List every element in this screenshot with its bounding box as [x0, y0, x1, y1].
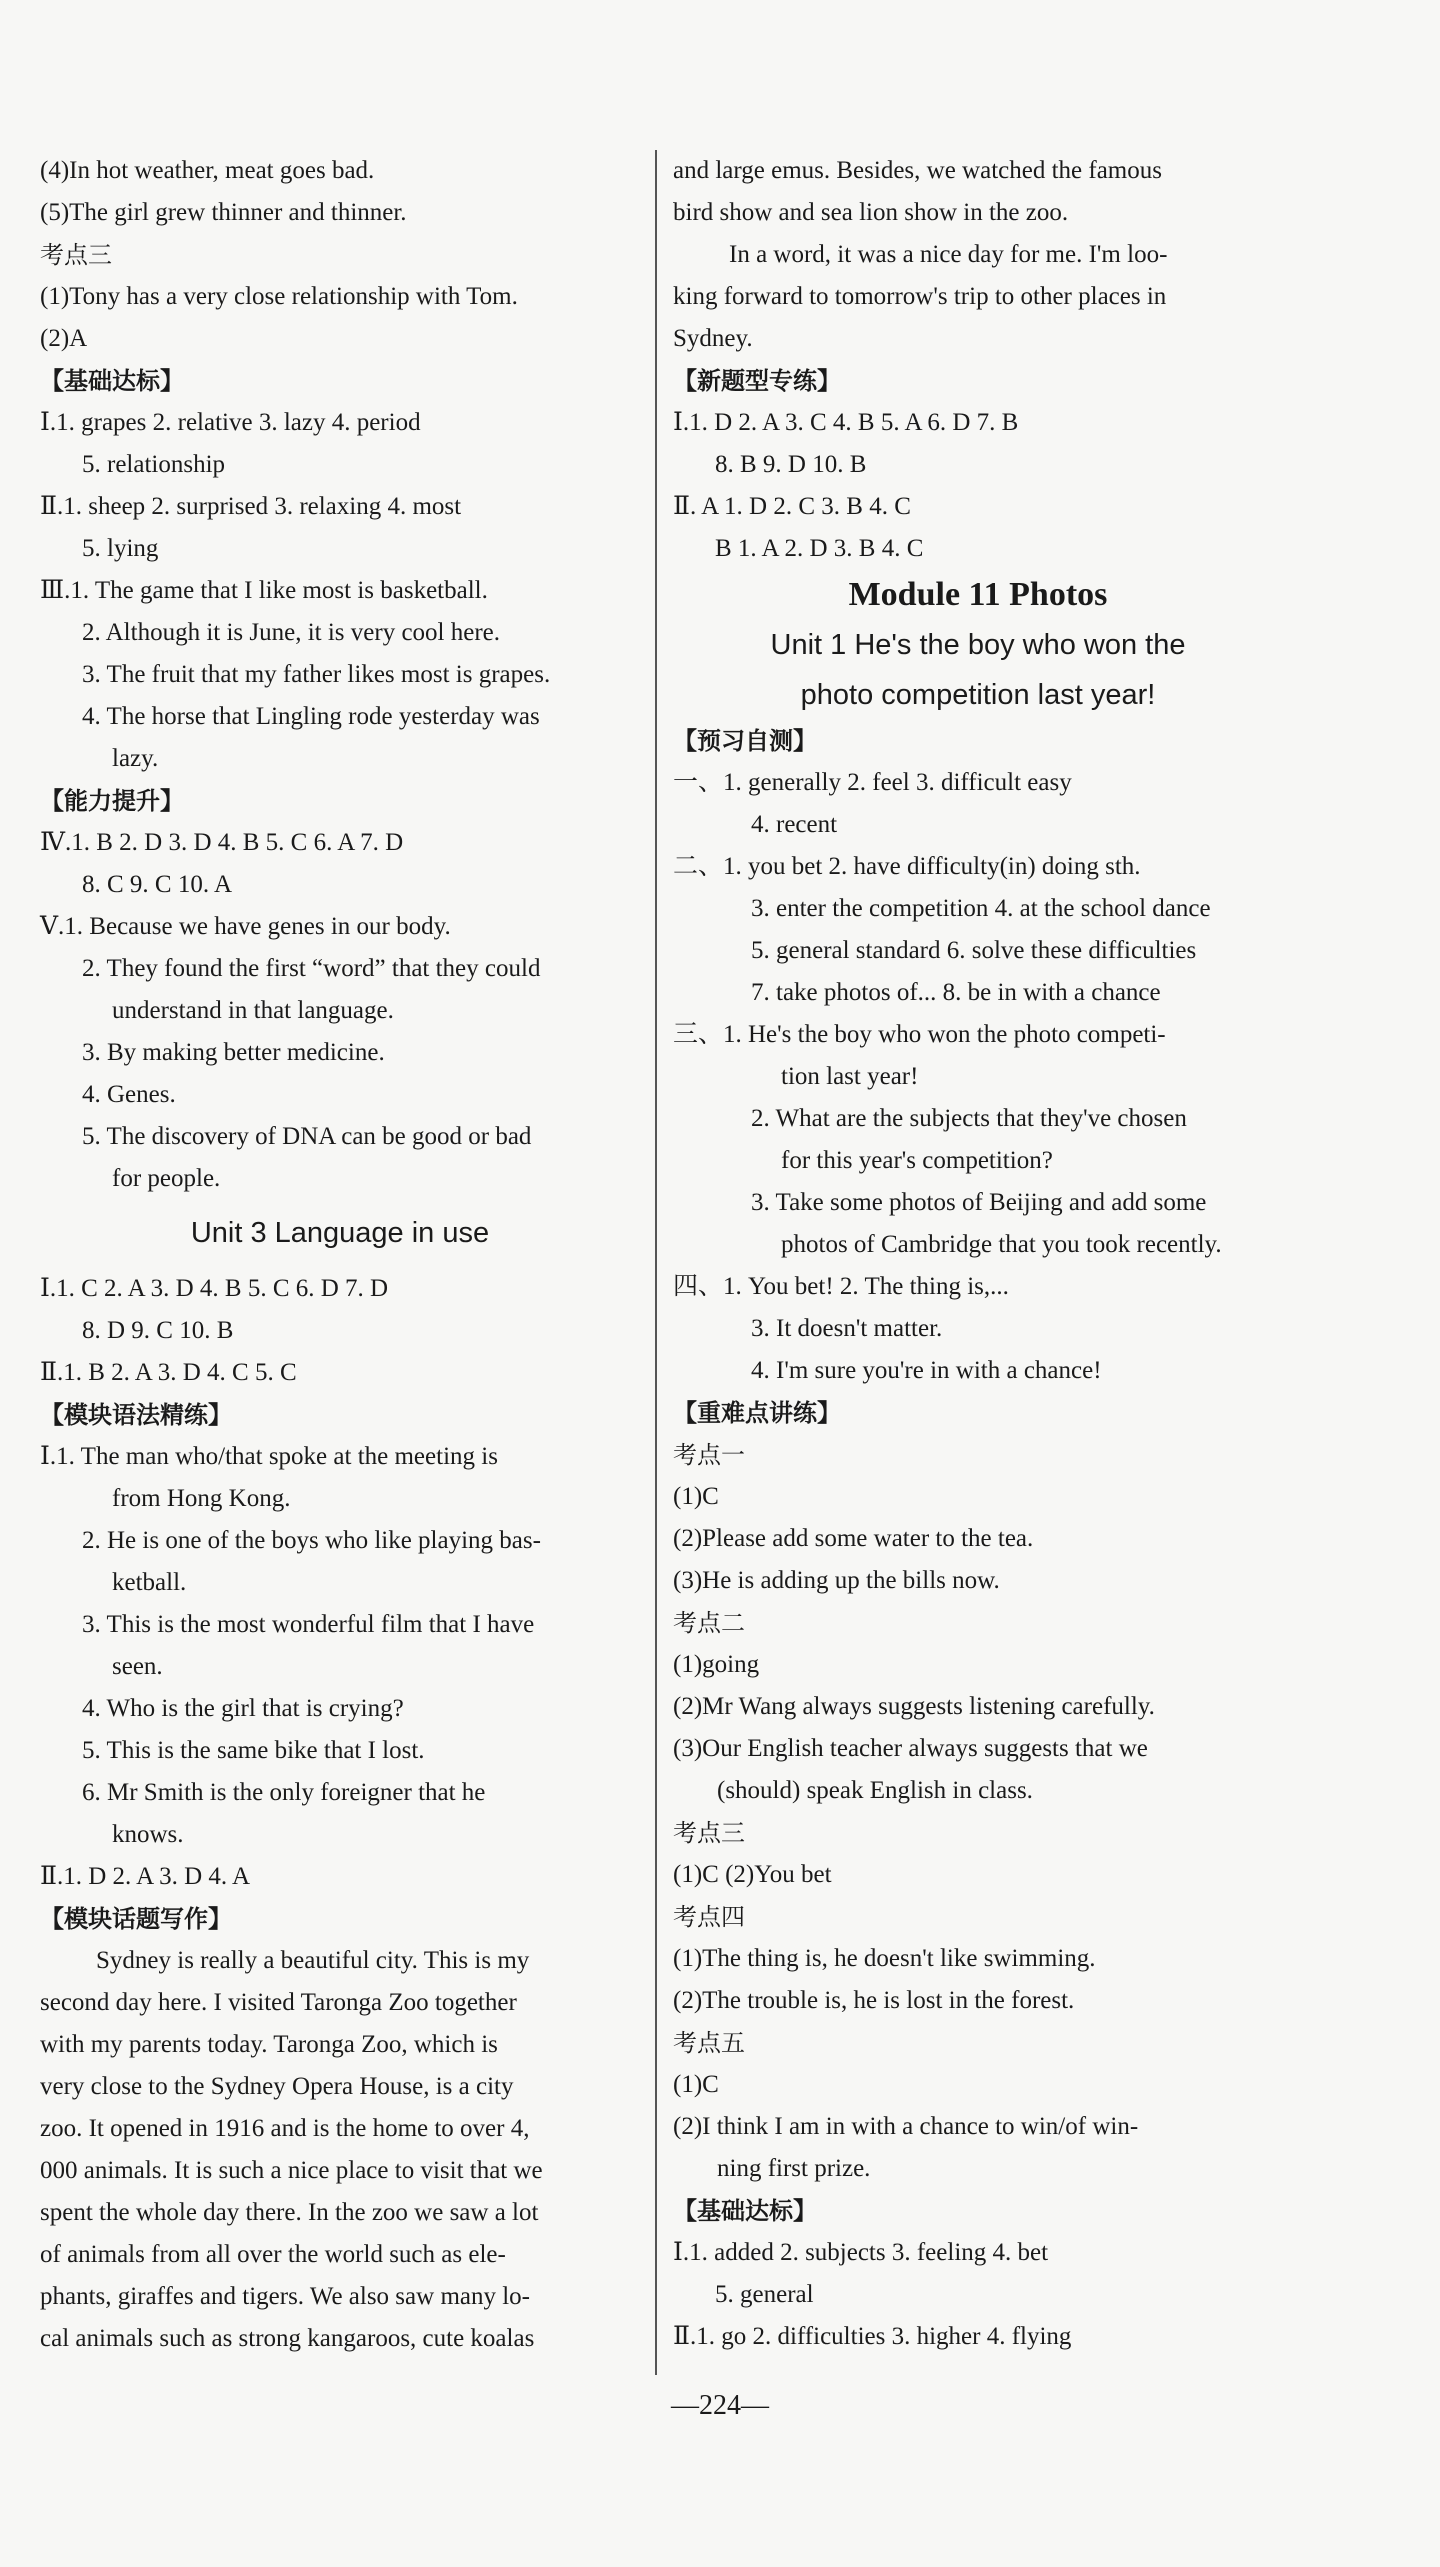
answer-line: for people. [112, 1165, 221, 1192]
answer-line: 2. He is one of the boys who like playing bas- [82, 1527, 541, 1554]
unit-title: Unit 3 Language in use [190, 1217, 490, 1249]
answer-line: 三、1. He's the boy who won the photo competi- [673, 1021, 1166, 1048]
answer-line: Ⅱ.1. B 2. A 3. D 4. C 5. C [40, 1359, 297, 1386]
essay-line: 000 animals. It is such a nice place to visit that we [40, 2157, 543, 2184]
answer-line: for this year's competition? [781, 1147, 1053, 1174]
answer-line: 8. B 9. D 10. B [715, 451, 867, 478]
essay-line: zoo. It opened in 1916 and is the home to over 4, [40, 2115, 530, 2142]
section-heading: 【基础达标】 [40, 367, 184, 395]
answer-line: B 1. A 2. D 3. B 4. C [715, 535, 924, 562]
unit-title-cont: photo competition last year! [800, 679, 1156, 711]
essay-line: phants, giraffes and tigers. We also saw many lo- [40, 2283, 531, 2310]
section-heading: 【基础达标】 [673, 2197, 817, 2225]
answer-line: 3. The fruit that my father likes most is grapes. [82, 661, 551, 688]
section-heading: 【重难点讲练】 [673, 1399, 841, 1427]
answer-line: 4. Genes. [82, 1081, 176, 1108]
section-label: 考点三 [673, 1819, 745, 1847]
section-label: 考点二 [673, 1609, 745, 1637]
answer-line: ketball. [112, 1569, 187, 1596]
answer-line: 3. It doesn't matter. [751, 1315, 943, 1342]
answer-line: 4. I'm sure you're in with a chance! [751, 1357, 1102, 1384]
answer-line: 5. relationship [82, 451, 226, 478]
section-heading: 【能力提升】 [40, 787, 184, 815]
answer-line: 3. This is the most wonderful film that I have [82, 1611, 535, 1638]
answer-line: knows. [112, 1821, 184, 1848]
text-line: (3)Our English teacher always suggests that we [673, 1735, 1148, 1762]
answer-line: 5. This is the same bike that I lost. [82, 1737, 425, 1764]
answer-line: Ⅱ.1. sheep 2. surprised 3. relaxing 4. most [40, 493, 462, 520]
text-line: (1)C [673, 1483, 719, 1510]
answer-line: 4. Who is the girl that is crying? [82, 1695, 404, 1722]
unit-title: Unit 1 He's the boy who won the [770, 629, 1186, 661]
text-line: (1)going [673, 1651, 760, 1678]
text-line: (1)C [673, 2071, 719, 2098]
section-label: 考点三 [40, 241, 112, 269]
answer-line: 5. lying [82, 535, 159, 562]
essay-line: spent the whole day there. In the zoo we saw a lot [40, 2199, 539, 2226]
text-line: ning first prize. [717, 2155, 871, 2182]
essay-line: and large emus. Besides, we watched the famous [673, 157, 1162, 184]
answer-line: Ⅰ.1. C 2. A 3. D 4. B 5. C 6. D 7. D [40, 1275, 389, 1302]
answer-line: 5. general [715, 2281, 814, 2308]
answer-line: 6. Mr Smith is the only foreigner that he [82, 1779, 486, 1806]
answer-line: 二、1. you bet 2. have difficulty(in) doing sth. [673, 853, 1141, 880]
essay-line: with my parents today. Taronga Zoo, which is [40, 2031, 498, 2058]
text-line: (2)A [40, 325, 88, 352]
answer-line: lazy. [112, 745, 159, 772]
answer-line: 4. recent [751, 811, 838, 838]
text-line: (should) speak English in class. [717, 1777, 1033, 1804]
text-line: (1)The thing is, he doesn't like swimming. [673, 1945, 1096, 1972]
text-line: (1)Tony has a very close relationship with Tom. [40, 283, 518, 310]
answer-line: 8. D 9. C 10. B [82, 1317, 234, 1344]
answer-line: Ⅴ.1. Because we have genes in our body. [40, 913, 451, 940]
section-label: 考点五 [673, 2029, 745, 2057]
section-label: 考点四 [673, 1903, 745, 1931]
column-divider [655, 150, 657, 2375]
answer-line: Ⅲ.1. The game that I like most is basketball. [40, 577, 488, 604]
text-line: (4)In hot weather, meat goes bad. [40, 157, 375, 184]
answer-line: 2. They found the first “word” that they could [82, 955, 541, 982]
essay-line: king forward to tomorrow's trip to other places in [673, 283, 1167, 310]
text-line: (2)Mr Wang always suggests listening carefully. [673, 1693, 1155, 1720]
left-column [40, 150, 640, 2360]
essay-line: bird show and sea lion show in the zoo. [673, 199, 1069, 226]
answer-line: 8. C 9. C 10. A [82, 871, 233, 898]
answer-line: Ⅰ.1. grapes 2. relative 3. lazy 4. period [40, 409, 421, 436]
answer-line: Ⅱ.1. D 2. A 3. D 4. A [40, 1863, 251, 1890]
answer-line: understand in that language. [112, 997, 394, 1024]
answer-line: Ⅰ.1. D 2. A 3. C 4. B 5. A 6. D 7. B [673, 409, 1019, 436]
section-label: 考点一 [673, 1441, 745, 1469]
answer-line: from Hong Kong. [112, 1485, 291, 1512]
answer-line: 2. What are the subjects that they've chosen [751, 1105, 1187, 1132]
essay-line: cal animals such as strong kangaroos, cute koalas [40, 2325, 535, 2352]
page-number: —224— [671, 2390, 769, 2421]
answer-line: tion last year! [781, 1063, 919, 1090]
answer-line: 2. Although it is June, it is very cool here. [82, 619, 501, 646]
answer-line: 3. Take some photos of Beijing and add some [751, 1189, 1207, 1216]
essay-line: of animals from all over the world such as ele- [40, 2241, 506, 2268]
answer-line: 一、1. generally 2. feel 3. difficult easy [673, 769, 1072, 796]
answer-line: 7. take photos of... 8. be in with a chance [751, 979, 1161, 1006]
text-line: (2)The trouble is, he is lost in the forest. [673, 1987, 1075, 2014]
module-title: Module 11 Photos [848, 576, 1108, 613]
essay-line: very close to the Sydney Opera House, is a city [40, 2073, 514, 2100]
section-heading: 【预习自测】 [673, 727, 817, 755]
essay-line: In a word, it was a nice day for me. I'm loo- [729, 241, 1168, 268]
text-line: (3)He is adding up the bills now. [673, 1567, 1000, 1594]
answer-line: 5. The discovery of DNA can be good or bad [82, 1123, 532, 1150]
essay-line: Sydney. [673, 325, 753, 352]
section-heading: 【新题型专练】 [673, 367, 841, 395]
answer-line: photos of Cambridge that you took recently. [781, 1231, 1222, 1258]
essay-line: Sydney is really a beautiful city. This is my [96, 1947, 530, 1974]
text-line: (1)C (2)You bet [673, 1861, 832, 1888]
answer-line: 5. general standard 6. solve these difficulties [751, 937, 1197, 964]
answer-line: 四、1. You bet! 2. The thing is,... [673, 1273, 1009, 1300]
answer-line: Ⅳ.1. B 2. D 3. D 4. B 5. C 6. A 7. D [40, 829, 404, 856]
answer-line: 3. By making better medicine. [82, 1039, 385, 1066]
answer-line: seen. [112, 1653, 163, 1680]
answer-line: Ⅱ. A 1. D 2. C 3. B 4. C [673, 493, 911, 520]
text-line: (2)Please add some water to the tea. [673, 1525, 1034, 1552]
right-column [673, 150, 1283, 2358]
answer-line: 4. The horse that Lingling rode yesterday was [82, 703, 540, 730]
text-line: (2)I think I am in with a chance to win/of win- [673, 2113, 1139, 2140]
answer-line: Ⅱ.1. go 2. difficulties 3. higher 4. flying [673, 2323, 1072, 2350]
answer-line: 3. enter the competition 4. at the school dance [751, 895, 1211, 922]
section-heading: 【模块语法精练】 [40, 1401, 232, 1429]
text-line: (5)The girl grew thinner and thinner. [40, 199, 407, 226]
answer-line: Ⅰ.1. The man who/that spoke at the meeting is [40, 1443, 498, 1470]
answer-line: Ⅰ.1. added 2. subjects 3. feeling 4. bet [673, 2239, 1049, 2266]
essay-line: second day here. I visited Taronga Zoo together [40, 1989, 517, 2016]
section-heading: 【模块话题写作】 [40, 1905, 232, 1933]
